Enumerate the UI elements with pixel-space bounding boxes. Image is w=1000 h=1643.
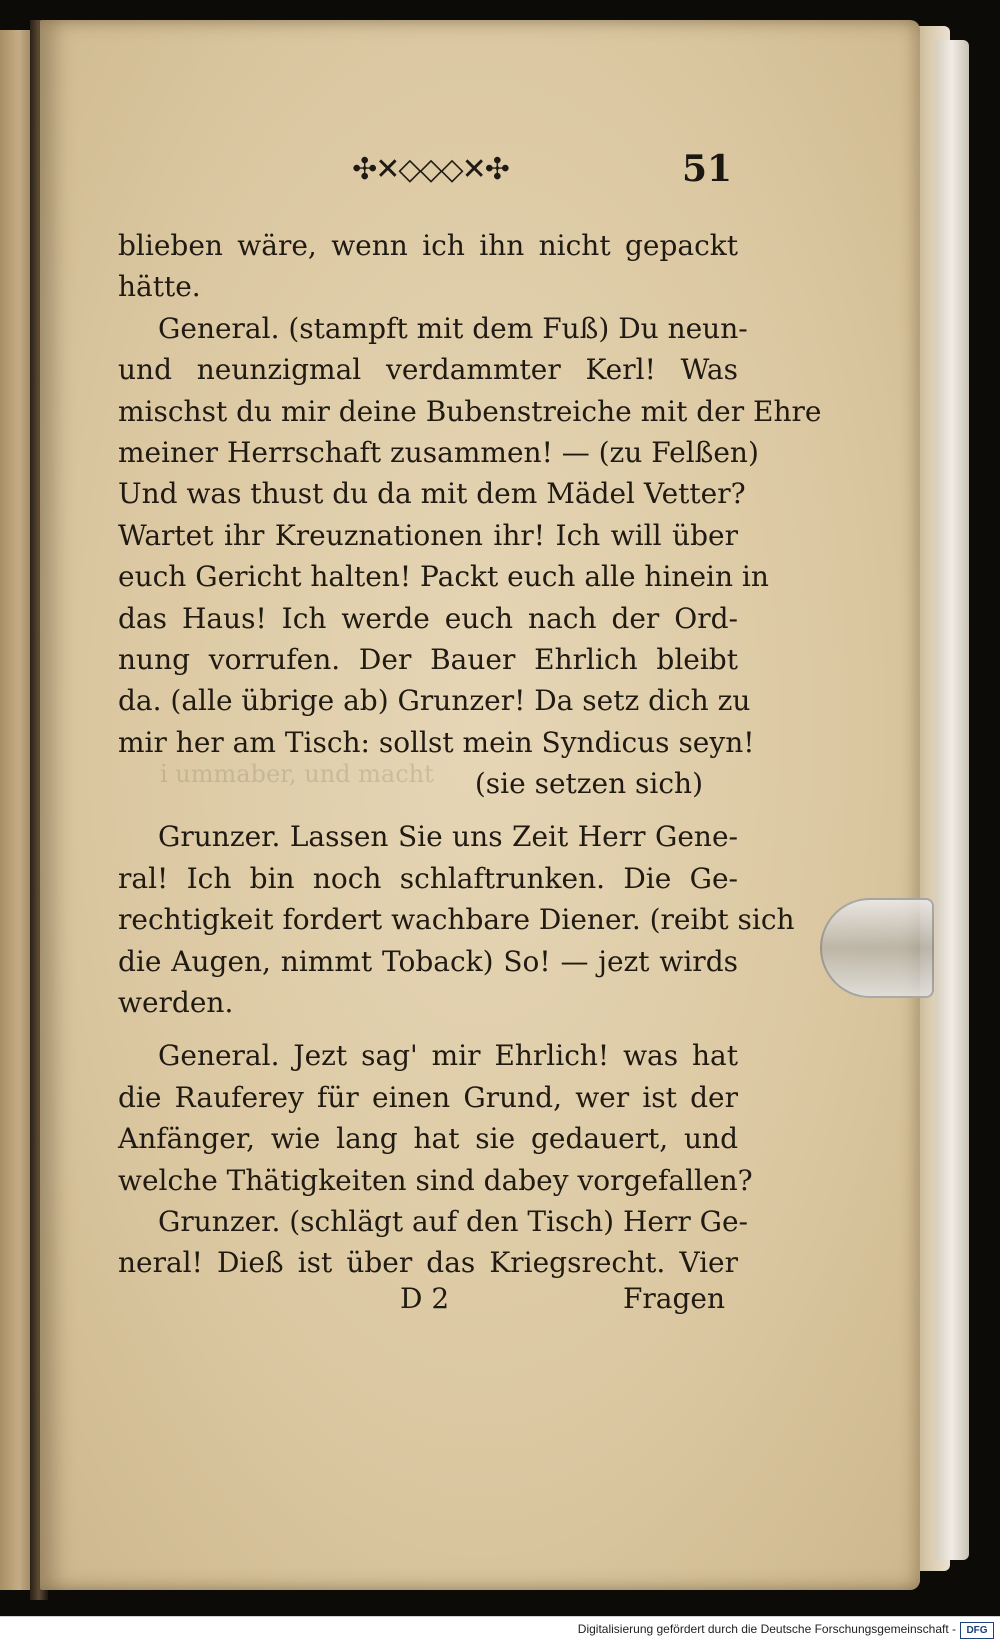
text-line: General. Jezt sag' mir Ehrlich! was hat xyxy=(158,1039,738,1073)
page-clip xyxy=(820,898,934,998)
text-line: welche Thätigkeiten sind dabey vorgefallen? xyxy=(118,1163,753,1197)
page-number: 51 xyxy=(682,148,733,190)
text-line: Und was thust du da mit dem Mädel Vetter? xyxy=(118,477,746,511)
text-line: nung vorrufen. Der Bauer Ehrlich bleibt xyxy=(118,642,738,676)
credit-text: Digitalisierung gefördert durch die Deutsche Forschungsgemeinschaft - xyxy=(577,1622,956,1636)
stage-direction: (sie setzen sich) xyxy=(474,767,703,801)
text-line: mischst du mir deine Bubenstreiche mit der Ehre xyxy=(118,394,822,428)
text-line: die Rauferey für einen Grund, wer ist der xyxy=(118,1080,738,1114)
text-line: mir her am Tisch: sollst mein Syndicus seyn! xyxy=(118,725,755,759)
header-ornament: ✣✕◇◇◇✕✣ xyxy=(352,152,508,187)
text-line: hätte. xyxy=(118,270,201,304)
text-line: die Augen, nimmt Toback) So! — jezt wirds xyxy=(118,944,738,978)
text-line: meiner Herrschaft zusammen! — (zu Felßen) xyxy=(118,435,759,469)
catchword: Fragen xyxy=(622,1282,725,1315)
text-line: Grunzer. (schlägt auf den Tisch) Herr Ge- xyxy=(158,1204,748,1238)
text-line: neral! Dieß ist über das Kriegsrecht. Vier xyxy=(118,1246,738,1280)
show-through-text: i ummaber, und macht xyxy=(160,760,434,788)
text-line: euch Gericht halten! Packt euch alle hinein in xyxy=(118,560,769,594)
text-line: Anfänger, wie lang hat sie gedauert, und xyxy=(118,1122,738,1156)
signature-mark: D 2 xyxy=(400,1282,450,1315)
text-line: General. (stampft mit dem Fuß) Du neun- xyxy=(158,311,748,345)
text-line: werden. xyxy=(118,986,234,1020)
text-line: Grunzer. Lassen Sie uns Zeit Herr Gene- xyxy=(158,820,738,854)
dfg-logo: DFG xyxy=(960,1622,994,1639)
text-line: und neunzigmal verdammter Kerl! Was xyxy=(118,353,738,387)
page-edges-outer xyxy=(935,40,969,1560)
text-line: ral! Ich bin noch schlaftrunken. Die Ge- xyxy=(118,861,738,895)
text-line: da. (alle übrige ab) Grunzer! Da setz dich zu xyxy=(118,684,751,718)
text-line: das Haus! Ich werde euch nach der Ord- xyxy=(118,601,738,635)
text-line: blieben wäre, wenn ich ihn nicht gepackt xyxy=(118,229,738,262)
digitization-credit-bar xyxy=(0,1616,1000,1643)
text-line: Wartet ihr Kreuznationen ihr! Ich will über xyxy=(118,518,738,552)
text-line: rechtigkeit fordert wachbare Diener. (reibt sich xyxy=(118,903,795,937)
body-text xyxy=(118,225,822,1284)
